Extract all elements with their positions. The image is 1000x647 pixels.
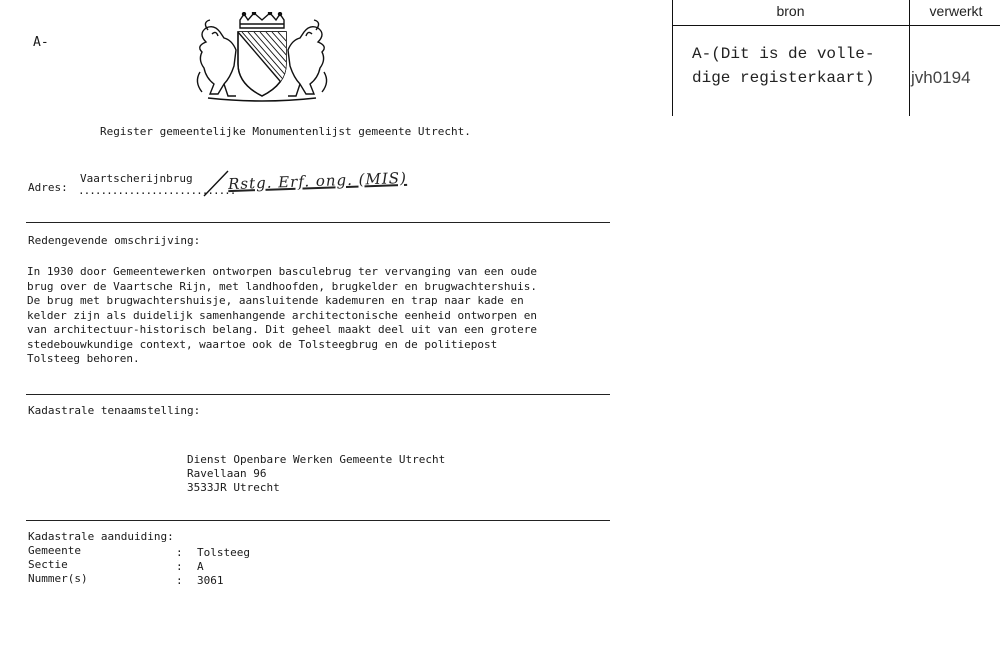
doc-title: Register gemeentelijke Monumentenlijst gemeente Utrecht. xyxy=(100,125,471,138)
description-line: In 1930 door Gemeentewerken ontworpen basculebrug ter vervanging van een oude xyxy=(27,265,537,278)
address-dots: ............................ xyxy=(78,184,236,197)
stamp-processed-id: jvh0194 xyxy=(911,68,971,87)
description-line: Tolsteeg behoren. xyxy=(27,352,140,365)
stamp-header-source: bron xyxy=(776,3,805,19)
description-line: De brug met brugwachtershuisje, aansluitende kademuren en trap naar kade en xyxy=(27,294,524,307)
owner-street: Ravellaan 96 xyxy=(187,467,267,480)
cadastral-label-sectie: Sectie xyxy=(28,558,68,571)
cadastral-value-sectie: A xyxy=(197,560,204,573)
cadastral-value-gemeente: Tolsteeg xyxy=(197,546,250,559)
cadastral-sep: : xyxy=(176,560,183,573)
description-line: brug over de Vaartsche Rijn, met landhoofden, brugkelder en brugwachtershuis. xyxy=(27,279,537,293)
description-line: van architectuur-historisch belang. Dit geheel maakt deel uit van een grotere xyxy=(27,323,537,336)
owner-heading: Kadastrale tenaamstelling: xyxy=(28,404,201,417)
stamp-source-line1: A-(Dit is de volle- xyxy=(692,45,875,63)
description-line: kelder zijn als duidelijk samenhangende architectonische eenheid ontworpen en xyxy=(27,308,537,322)
address-handwritten: Rstg. Erf. ong. (MIS) xyxy=(227,168,408,194)
owner-name: Dienst Openbare Werken Gemeente Utrecht xyxy=(187,453,446,466)
cadastral-label-nummers: Nummer(s) xyxy=(28,572,88,585)
cadastral-heading: Kadastrale aanduiding: xyxy=(28,530,174,543)
address-label: Adres: xyxy=(28,181,68,194)
cadastral-sep: : xyxy=(176,546,183,559)
address-value: Vaartscherijnbrug xyxy=(80,172,193,185)
utrecht-coat-of-arms-icon xyxy=(188,12,336,104)
owner-city: 3533JR Utrecht xyxy=(187,481,280,494)
cadastral-label-gemeente: Gemeente xyxy=(28,544,81,557)
stamp-source-line2: dige registerkaart) xyxy=(692,69,875,87)
cadastral-value-nummers: 3061 xyxy=(197,574,224,587)
page-code: A- xyxy=(33,35,49,50)
description-heading: Redengevende omschrijving: xyxy=(28,234,201,247)
cadastral-sep: : xyxy=(176,574,183,587)
stamp-header-processed: verwerkt xyxy=(929,3,983,19)
description-line: stedebouwkundige context, waartoe ook de Tolsteegbrug en de politiepost xyxy=(27,337,498,351)
